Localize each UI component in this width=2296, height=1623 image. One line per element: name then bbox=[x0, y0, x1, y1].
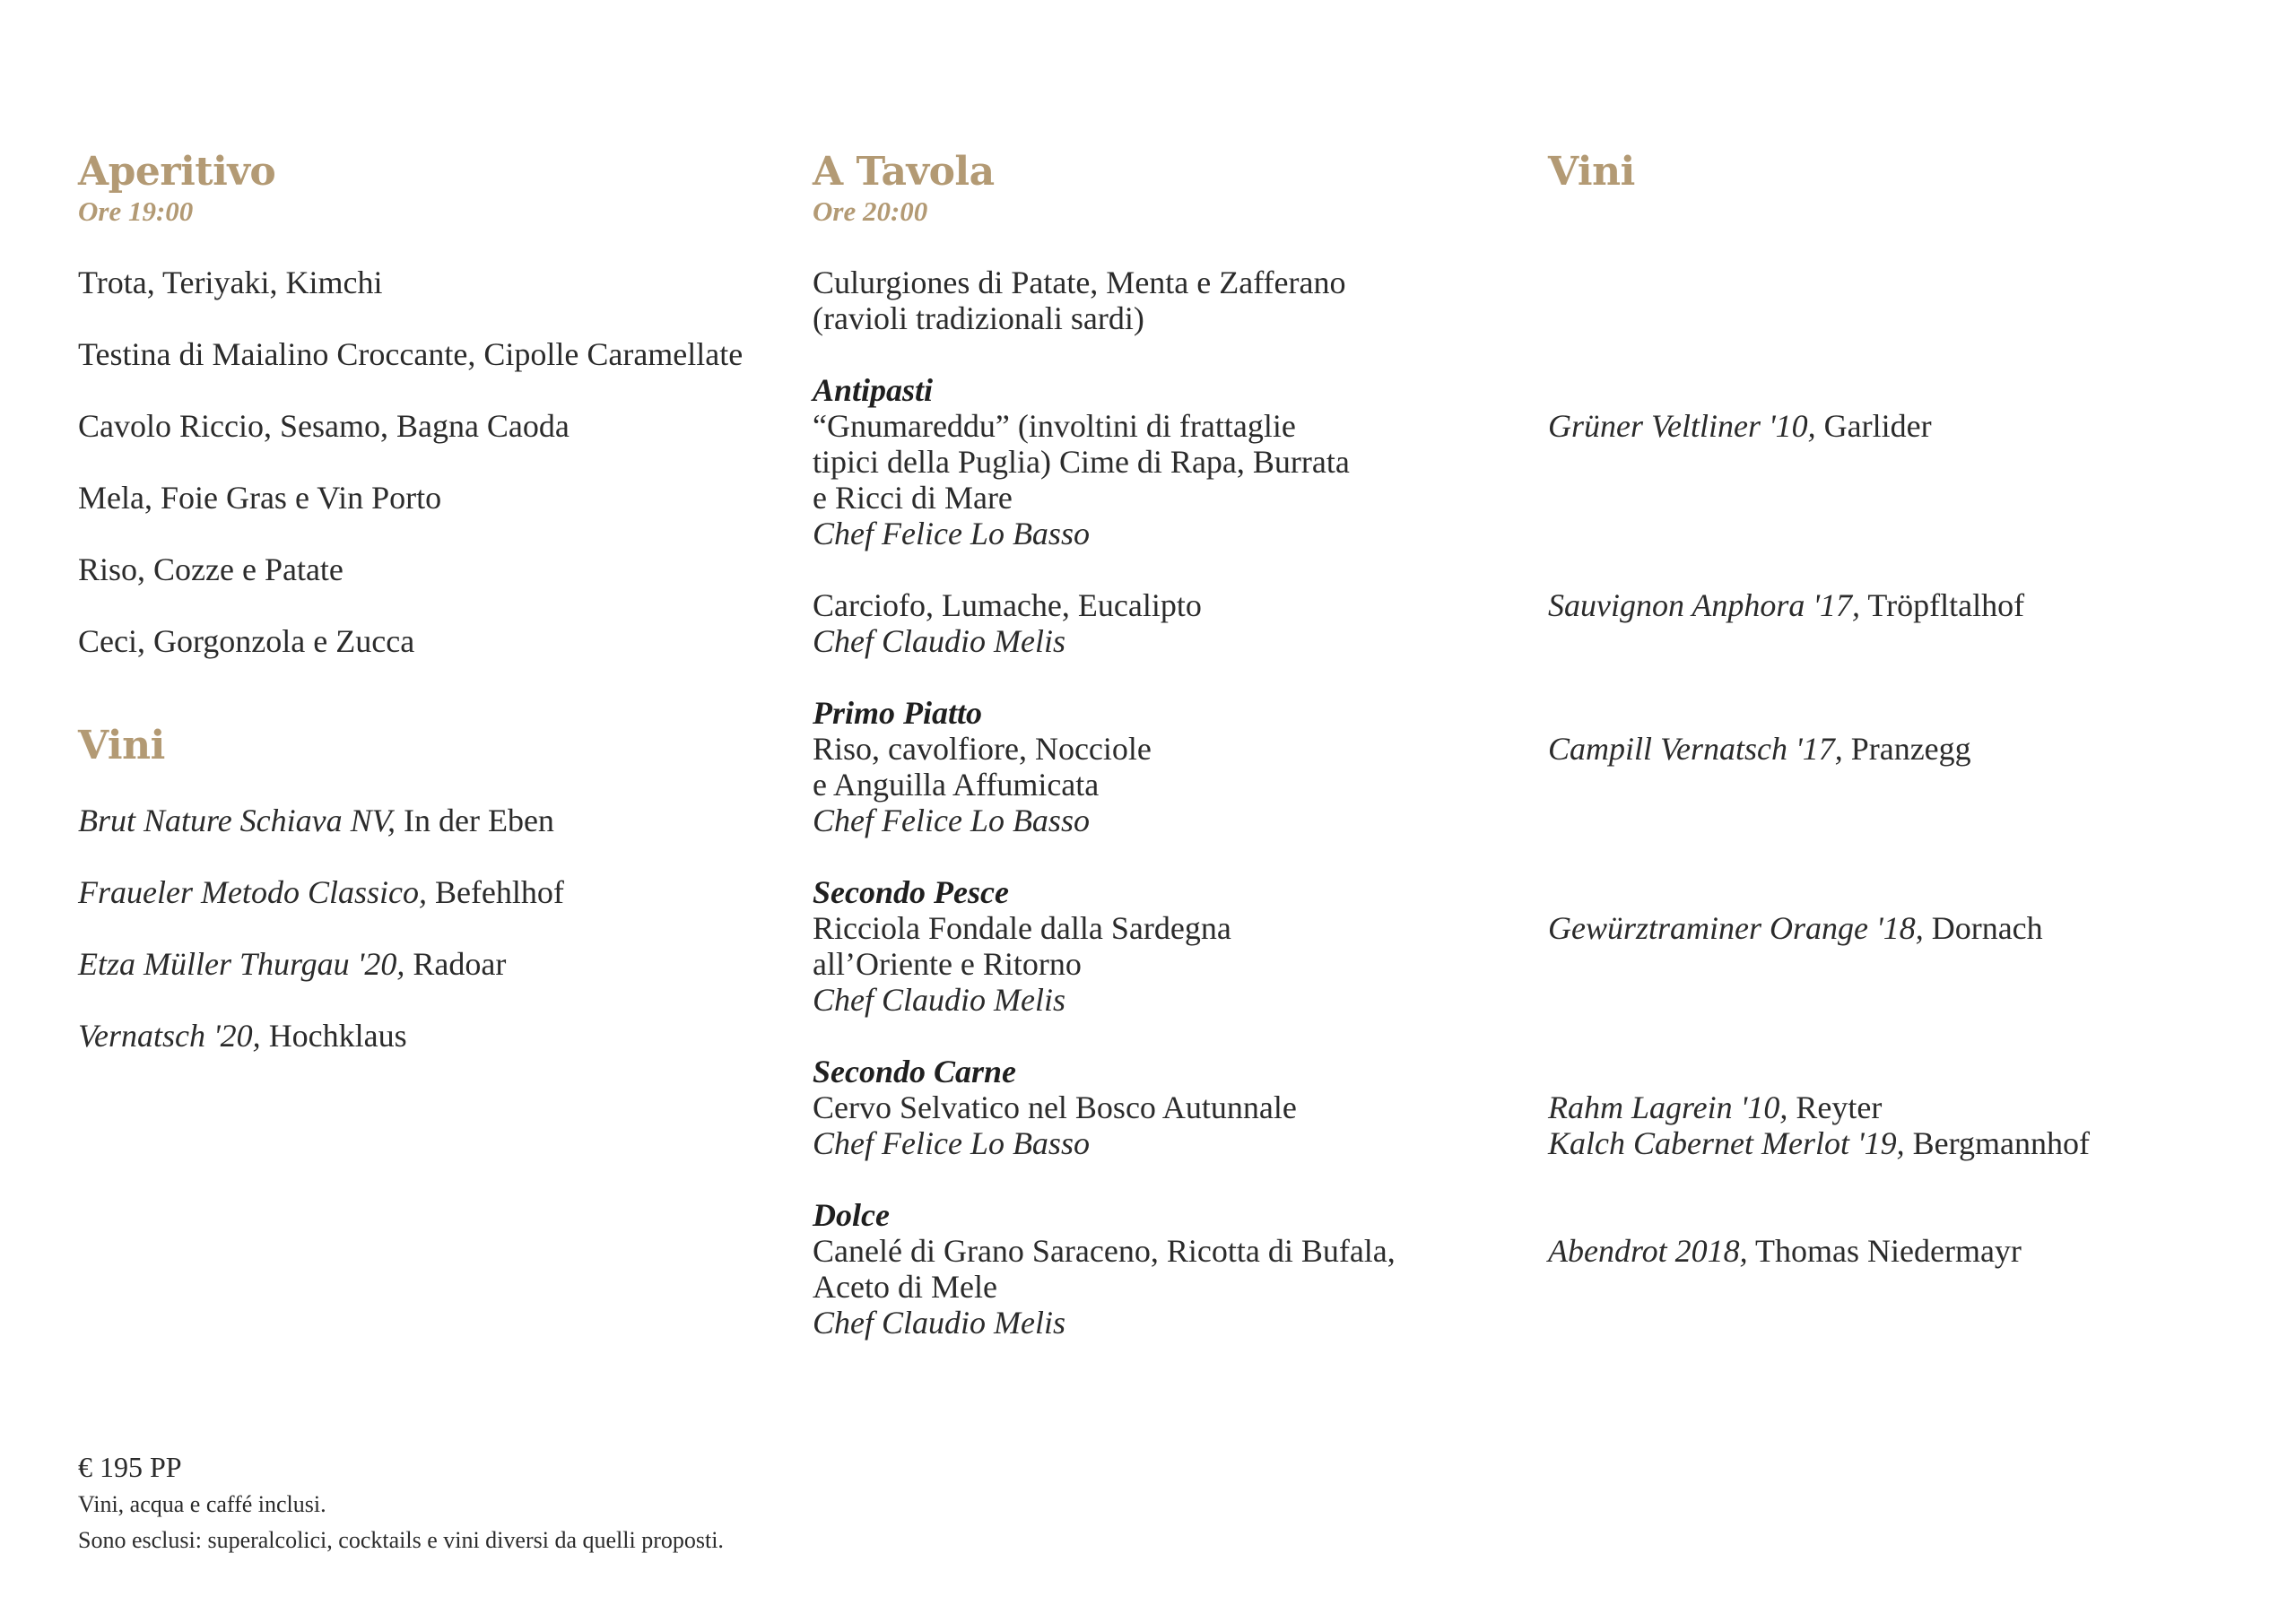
course-name: Primo Piatto bbox=[813, 695, 982, 731]
dish-line: Carciofo, Lumache, Eucalipto bbox=[813, 587, 1202, 623]
dish-line: Ricciola Fondale dalla Sardegna bbox=[813, 910, 1231, 946]
footer-note: Vini, acqua e caffé inclusi. bbox=[78, 1491, 326, 1517]
aperitivo-item: Ceci, Gorgonzola e Zucca bbox=[78, 623, 415, 659]
aperitivo-item: Trota, Teriyaki, Kimchi bbox=[78, 265, 383, 300]
tavola-intro bbox=[813, 265, 1346, 336]
dish-line: all’Oriente e Ritorno bbox=[813, 946, 1082, 982]
wine-name: Abendrot 2018, bbox=[1548, 1233, 1748, 1269]
chef-name: Chef Claudio Melis bbox=[813, 1305, 1065, 1341]
wine-item bbox=[78, 1018, 407, 1054]
course-name: Secondo Pesce bbox=[813, 874, 1009, 910]
course-antipasti bbox=[813, 372, 1350, 551]
aperitivo-item: Mela, Foie Gras e Vin Porto bbox=[78, 480, 442, 516]
wine-producer: Befehlhof bbox=[434, 874, 564, 910]
aperitivo-item: Testina di Maialino Croccante, Cipolle Caramellate bbox=[78, 336, 744, 372]
course-dolce bbox=[813, 1197, 1396, 1341]
course-name: Antipasti bbox=[813, 372, 934, 408]
chef-name: Chef Claudio Melis bbox=[813, 623, 1065, 659]
wine-name: Sauvignon Anphora '17, bbox=[1548, 587, 1861, 623]
aperitivo-wines-title: Vini bbox=[78, 723, 165, 768]
wine-producer: Dornach bbox=[1931, 910, 2043, 946]
wine-pairing-column bbox=[1548, 0, 2248, 1623]
course-secondo-carne bbox=[813, 1054, 1297, 1161]
wine-item bbox=[1548, 1089, 1882, 1125]
dish-line: Riso, cavolfiore, Nocciole bbox=[813, 731, 1152, 767]
wine-producer: Reyter bbox=[1796, 1089, 1883, 1125]
aperitivo-item: Cavolo Riccio, Sesamo, Bagna Caoda bbox=[78, 408, 570, 444]
wine-name: Gewürztraminer Orange '18, bbox=[1548, 910, 1924, 946]
wine-producer: Tröpfltalhof bbox=[1867, 587, 2025, 623]
course-primo bbox=[813, 695, 1152, 838]
dish-line: Canelé di Grano Saraceno, Ricotta di Bufala, bbox=[813, 1233, 1396, 1269]
aperitivo-title: Aperitivo bbox=[78, 149, 276, 195]
wine-producer: In der Eben bbox=[404, 803, 554, 838]
chef-name: Chef Claudio Melis bbox=[813, 982, 1065, 1018]
wine-name: Fraueler Metodo Classico, bbox=[78, 874, 427, 910]
wine-producer: Pranzegg bbox=[1850, 731, 1971, 767]
aperitivo-item: Riso, Cozze e Patate bbox=[78, 551, 344, 587]
wine-item bbox=[78, 874, 564, 910]
wine-item bbox=[1548, 1233, 2022, 1269]
dish-line: tipici della Puglia) Cime di Rapa, Burrata bbox=[813, 444, 1350, 480]
dish-line: e Anguilla Affumicata bbox=[813, 767, 1100, 803]
dish-line: “Gnumareddu” (involtini di frattaglie bbox=[813, 408, 1296, 444]
price: € 195 PP bbox=[78, 1451, 182, 1483]
wine-item bbox=[78, 803, 554, 838]
wine-item bbox=[1548, 587, 2024, 623]
dish-line: e Ricci di Mare bbox=[813, 480, 1013, 516]
wine-name: Vernatsch '20, bbox=[78, 1018, 261, 1054]
wine-item bbox=[78, 946, 506, 982]
course-name: Dolce bbox=[813, 1197, 890, 1233]
wine-name: Campill Vernatsch '17, bbox=[1548, 731, 1843, 767]
wine-item bbox=[1548, 910, 2043, 946]
wine-name: Grüner Veltliner '10, bbox=[1548, 408, 1816, 444]
course-secondo-pesce bbox=[813, 874, 1231, 1018]
tavola-title: A Tavola bbox=[813, 149, 995, 195]
chef-name: Chef Felice Lo Basso bbox=[813, 516, 1090, 551]
dish-line: Culurgiones di Patate, Menta e Zafferano bbox=[813, 265, 1346, 300]
wine-producer: Bergmannhof bbox=[1912, 1125, 2090, 1161]
wine-item bbox=[1548, 408, 1932, 444]
aperitivo-time: Ore 19:00 bbox=[78, 195, 194, 227]
wine-producer: Hochklaus bbox=[268, 1018, 407, 1054]
wine-producer: Garlider bbox=[1823, 408, 1932, 444]
footer-note: Sono esclusi: superalcolici, cocktails e vini diversi da quelli proposti. bbox=[78, 1527, 724, 1553]
tavola-time: Ore 20:00 bbox=[813, 195, 928, 227]
wine-name: Etza Müller Thurgau '20, bbox=[78, 946, 405, 982]
dish-line: Cervo Selvatico nel Bosco Autunnale bbox=[813, 1089, 1297, 1125]
course-name: Secondo Carne bbox=[813, 1054, 1017, 1089]
wine-producer: Thomas Niedermayr bbox=[1755, 1233, 2022, 1269]
tavola-column bbox=[813, 0, 1512, 1623]
wine-item bbox=[1548, 731, 1971, 767]
wine-name: Rahm Lagrein '10, bbox=[1548, 1089, 1788, 1125]
chef-name: Chef Felice Lo Basso bbox=[813, 803, 1090, 838]
dish-line: Aceto di Mele bbox=[813, 1269, 997, 1305]
dish-line: (ravioli tradizionali sardi) bbox=[813, 300, 1144, 336]
course-antipasti-second bbox=[813, 587, 1202, 659]
wine-item bbox=[1548, 1125, 2090, 1161]
wine-producer: Radoar bbox=[413, 946, 507, 982]
wine-pairing-title: Vini bbox=[1548, 149, 1635, 195]
aperitivo-column bbox=[78, 0, 778, 1623]
wine-name: Brut Nature Schiava NV, bbox=[78, 803, 396, 838]
wine-name: Kalch Cabernet Merlot '19, bbox=[1548, 1125, 1905, 1161]
chef-name: Chef Felice Lo Basso bbox=[813, 1125, 1090, 1161]
